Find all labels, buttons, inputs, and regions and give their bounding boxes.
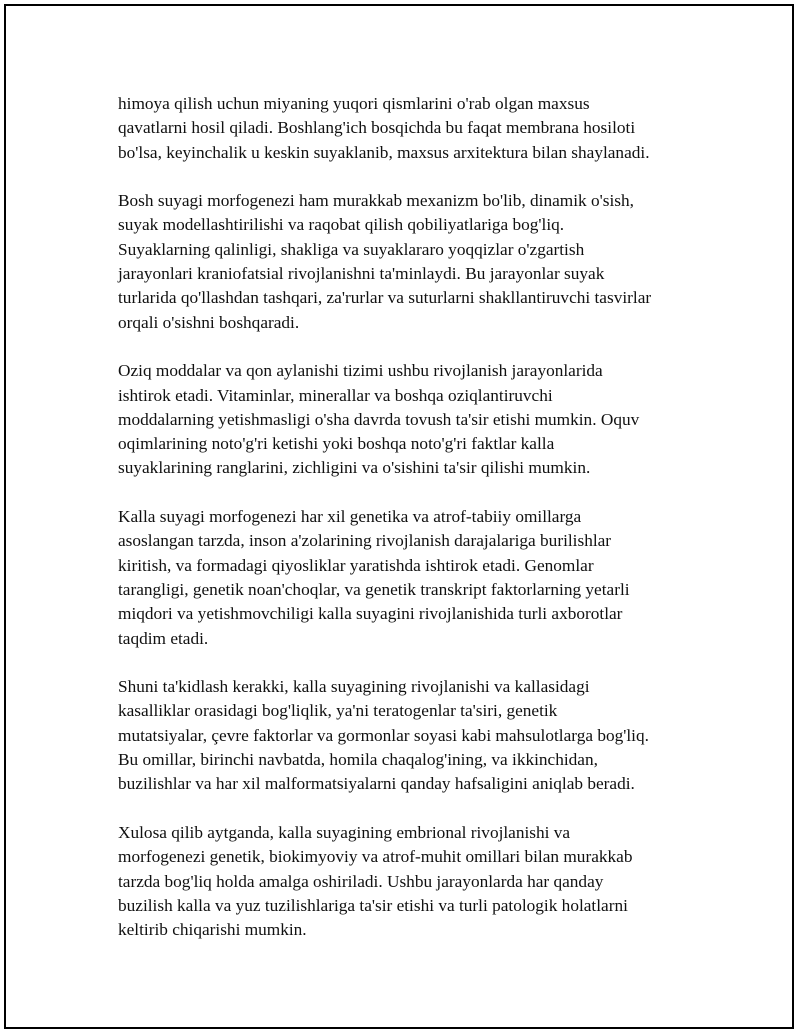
paragraph-1: himoya qilish uchun miyaning yuqori qismlarini o'rab olgan maxsus qavatlarni hosil qiladi. Boshlang'ich bosqichda bu faqat membrana hosiloti bo'lsa, keyinchalik u keskin suyaklanib, maxsus arxitektura bilan shaylanadi.: [118, 94, 650, 162]
paragraph-2: Bosh suyagi morfogenezi ham murakkab mexanizm bo'lib, dinamik o'sish, suyak modellashtirilishi va raqobat qilish qobiliyatlariga bog'liq. Suyaklarning qalinligi, shakliga va suyaklararo yoqqizlar o'zgartish jarayonlari kraniofatsial rivojlanishni ta'minlaydi. Bu jarayonlar suyak turlarida qo'llashdan tashqari, za'rurlar va suturlarni shakllantiruvchi tasvirlar orqali o'sishni boshqaradi.: [118, 191, 652, 332]
paragraph-5: Shuni ta'kidlash kerakki, kalla suyagining rivojlanishi va kallasidagi kasalliklar orasidagi bog'liqlik, ya'ni teratogenlar ta'siri, genetik mutatsiyalar, çevre faktorlar va gormonlar soyasi kabi mahsulotlarga bog'liq. Bu omillar, birinchi navbatda, homila chaqalog'ining, va ikkinchidan, buzilishlar va har xil malformatsiyalarni qanday hafsaligini aniqlab beradi.: [118, 677, 649, 794]
paragraph-6: Xulosa qilib aytganda, kalla suyagining embrional rivojlanishi va morfogenezi genetik, biokimyoviy va atrof-muhit omillari bilan murakkab tarzda bog'liq holda amalga oshiriladi. Ushbu jarayonlarda har qanday buzilish kalla va yuz tuzilishlariga ta'sir etishi va turli patologik holatlarni keltirib chiqarishi mumkin.: [118, 822, 633, 940]
paragraph-3: Oziq moddalar va qon aylanishi tizimi ushbu rivojlanish jarayonlarida ishtirok etadi. Vitaminlar, minerallar va boshqa oziqlantiruvchi moddalarning yetishmasligi o'sha davrda tovush ta'sir etishi mumkin. Oquv oqimlarining noto'g'ri ketishi yoki boshqa noto'g'ri faktlar kalla suyaklarining ranglarini, zichligini va o'sishini ta'sir qilishi mumkin.: [118, 361, 640, 478]
document-body: [118, 92, 698, 967]
paragraph-4: Kalla suyagi morfogenezi har xil genetika va atrof-tabiiy omillarga asoslangan tarzda, inson a'zolarining rivojlanish darajalariga burilishlar kiritish, va formadagi qiyosliklar yaratishda ishtirok etadi. Genomlar tarangligi, genetik noan'choqlar, va genetik transkript faktorlarning yetarli miqdori va yetishmovchiligi kalla suyagini rivojlanishida turli axborotlar taqdim etadi.: [118, 507, 630, 648]
